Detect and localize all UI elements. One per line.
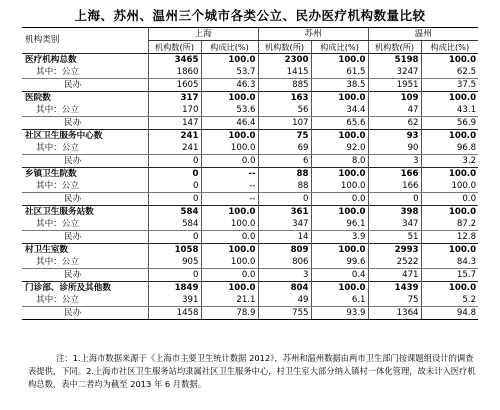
cell-percent: 100.0 [311, 168, 368, 181]
cell-count: 804 [258, 282, 311, 295]
cell-percent: 46.4 [201, 117, 258, 130]
cell-percent: 93.9 [311, 307, 368, 320]
cell-percent: 100.0 [201, 142, 258, 155]
cell-percent: 37.5 [421, 79, 478, 92]
cell-count: 3247 [368, 66, 421, 79]
table-row [22, 155, 478, 168]
cell-percent: 43.1 [421, 104, 478, 117]
cell-count: 166 [368, 180, 421, 193]
cell-count: 1605 [148, 79, 201, 92]
cell-percent: 100.0 [311, 282, 368, 295]
cell-percent: 53.7 [201, 66, 258, 79]
cell-percent: 100.0 [201, 218, 258, 231]
cell-percent: 100.0 [311, 180, 368, 193]
cell-count: 170 [148, 104, 201, 117]
cell-count: 0 [148, 180, 201, 193]
cell-count: 347 [258, 218, 311, 231]
cell-percent: 56.9 [421, 117, 478, 130]
row-label: 民办 [22, 307, 148, 320]
cell-percent: 3.9 [311, 231, 368, 244]
cell-count: 3465 [148, 54, 201, 67]
table-row [22, 180, 478, 193]
cell-percent: 100.0 [421, 180, 478, 193]
cell-percent: 61.5 [311, 66, 368, 79]
cell-percent: 53.6 [201, 104, 258, 117]
cell-percent: 15.7 [421, 269, 478, 282]
table-section-row [22, 282, 478, 295]
cell-count: 0 [148, 193, 201, 206]
table-section-row [22, 168, 478, 181]
cell-count: 1951 [368, 79, 421, 92]
cell-percent: 0.0 [311, 193, 368, 206]
cell-percent: 38.5 [311, 79, 368, 92]
cell-percent: 100.0 [201, 130, 258, 143]
cell-percent: 92.0 [311, 142, 368, 155]
cell-percent: 100.0 [421, 168, 478, 181]
table-row [22, 218, 478, 231]
cell-count: 0 [368, 193, 421, 206]
cell-count: 88 [258, 180, 311, 193]
cell-percent: 0.0 [201, 231, 258, 244]
row-label: 其中：公立 [22, 66, 148, 79]
cell-percent: 8.0 [311, 155, 368, 168]
cell-count: 241 [148, 130, 201, 143]
cell-count: 93 [368, 130, 421, 143]
row-label: 社区卫生服务中心数 [22, 130, 148, 143]
cell-percent: -- [201, 168, 258, 181]
cell-percent: 12.8 [421, 231, 478, 244]
cell-count: 1849 [148, 282, 201, 295]
row-label: 门诊部、诊所及其他数 [22, 282, 148, 295]
row-label: 民办 [64, 231, 82, 242]
cell-count: 90 [368, 142, 421, 155]
cell-count: 2300 [258, 54, 311, 67]
cell-count: 75 [368, 294, 421, 307]
cell-count: 0 [148, 231, 201, 244]
table-row [22, 269, 478, 282]
cell-count: 56 [258, 104, 311, 117]
cell-count: 885 [258, 79, 311, 92]
cell-count: 3 [258, 269, 311, 282]
cell-count: 809 [258, 244, 311, 257]
cell-count: 584 [148, 206, 201, 219]
cell-count: 47 [368, 104, 421, 117]
cell-count: 317 [148, 92, 201, 105]
row-label: 其中：公立 [22, 294, 148, 307]
row-label: 医院数 [22, 92, 148, 105]
cell-percent: 0.4 [311, 269, 368, 282]
cell-percent: 100.0 [311, 206, 368, 219]
cell-percent: 0.0 [201, 269, 258, 282]
cell-count: 163 [258, 92, 311, 105]
row-label: 民办 [64, 79, 82, 90]
header-city-wenzhou: 温州 [368, 28, 478, 41]
cell-count: 1860 [148, 66, 201, 79]
cell-percent: 100.0 [311, 54, 368, 67]
cell-count: 75 [258, 130, 311, 143]
table-row [22, 193, 478, 206]
cell-count: 0 [148, 155, 201, 168]
header-pct: 构成比(%) [421, 41, 478, 54]
cell-percent: 65.6 [311, 117, 368, 130]
cell-count: 347 [368, 218, 421, 231]
header-city-shanghai: 上海 [148, 28, 258, 41]
cell-percent: 100.0 [201, 256, 258, 269]
row-label: 民办 [64, 269, 82, 280]
table-row [22, 142, 478, 155]
cell-count: 0 [148, 269, 201, 282]
row-label: 其中：公立 [22, 218, 148, 231]
table-section-row [22, 130, 478, 143]
table-row [22, 294, 478, 307]
cell-percent: 62.5 [421, 66, 478, 79]
cell-count: 1364 [368, 307, 421, 320]
row-label: 民办 [64, 155, 82, 166]
cell-count: 62 [368, 117, 421, 130]
cell-count: 3 [368, 155, 421, 168]
table-row [22, 256, 478, 269]
cell-percent: 6.1 [311, 294, 368, 307]
row-label: 其中：公立 [22, 142, 148, 155]
table-row [22, 231, 478, 244]
cell-count: 49 [258, 294, 311, 307]
cell-percent: 94.8 [421, 307, 478, 320]
cell-percent: 100.0 [421, 130, 478, 143]
cell-count: 2993 [368, 244, 421, 257]
header-row-cities [22, 28, 478, 41]
header-city-suzhou: 苏州 [258, 28, 368, 41]
cell-percent: 34.4 [311, 104, 368, 117]
cell-count: 166 [368, 168, 421, 181]
cell-count: 2522 [368, 256, 421, 269]
cell-count: 14 [258, 231, 311, 244]
row-label: 民办 [64, 193, 82, 204]
cell-count: 361 [258, 206, 311, 219]
cell-count: 88 [258, 168, 311, 181]
cell-percent: 96.8 [421, 142, 478, 155]
cell-percent: 0.0 [421, 193, 478, 206]
cell-percent: 100.0 [421, 54, 478, 67]
cell-percent: 100.0 [421, 244, 478, 257]
cell-count: 109 [368, 92, 421, 105]
cell-count: 755 [258, 307, 311, 320]
cell-percent: 5.2 [421, 294, 478, 307]
cell-count: 1439 [368, 282, 421, 295]
cell-percent: 46.3 [201, 79, 258, 92]
table-section-row [22, 92, 478, 105]
cell-percent: 100.0 [311, 244, 368, 257]
cell-percent: 100.0 [421, 282, 478, 295]
cell-percent: 3.2 [421, 155, 478, 168]
header-count: 机构数(所) [148, 41, 201, 54]
table-section-row [22, 244, 478, 257]
cell-count: 584 [148, 218, 201, 231]
cell-count: 0 [148, 168, 201, 181]
cell-count: 107 [258, 117, 311, 130]
header-category: 机构类别 [22, 28, 148, 54]
cell-percent: 100.0 [421, 206, 478, 219]
table-row [22, 307, 478, 320]
cell-percent: 100.0 [311, 92, 368, 105]
cell-percent: 100.0 [421, 92, 478, 105]
row-label: 其中：公立 [22, 180, 148, 193]
table-title: 上海、苏州、温州三个城市各类公立、民办医疗机构数量比较 [74, 8, 426, 23]
row-label: 乡镇卫生院数 [22, 168, 148, 181]
cell-percent: 100.0 [201, 92, 258, 105]
table-section-row [22, 54, 478, 67]
cell-count: 905 [148, 256, 201, 269]
cell-percent: 21.1 [201, 294, 258, 307]
cell-count: 1458 [148, 307, 201, 320]
cell-percent: 100.0 [201, 282, 258, 295]
cell-count: 806 [258, 256, 311, 269]
cell-count: 1415 [258, 66, 311, 79]
cell-percent: 96.1 [311, 218, 368, 231]
cell-percent: 100.0 [201, 206, 258, 219]
row-label: 其中：公立 [22, 256, 148, 269]
cell-count: 471 [368, 269, 421, 282]
cell-percent: 78.9 [201, 307, 258, 320]
cell-count: 1058 [148, 244, 201, 257]
cell-count: 51 [368, 231, 421, 244]
table-row [22, 104, 478, 117]
row-label: 村卫生室数 [22, 244, 148, 257]
table-section-row [22, 206, 478, 219]
cell-percent: 100.0 [201, 54, 258, 67]
cell-count: 147 [148, 117, 201, 130]
table-row [22, 79, 478, 92]
header-pct: 构成比(%) [311, 41, 368, 54]
cell-count: 241 [148, 142, 201, 155]
cell-count: 0 [258, 193, 311, 206]
header-pct: 构成比(%) [201, 41, 258, 54]
cell-percent: 99.6 [311, 256, 368, 269]
cell-percent: 84.3 [421, 256, 478, 269]
cell-percent: -- [201, 193, 258, 206]
header-count: 机构数(所) [258, 41, 311, 54]
cell-percent: -- [201, 180, 258, 193]
table-row [22, 66, 478, 79]
footnote: 注：1.上海市数据来源于《上海市主要卫生统计数据 2012》，苏州和温州数据由两市卫生部门按课题组设计的调查表提供，下同。2.上海市社区卫生服务站均隶属社区卫生服务中心，村卫生室大部分纳入镇村一体化管理，故未计入医疗机构总数，表中二者均为截至 2013 年 6 月数据。 [28, 353, 476, 389]
cell-count: 391 [148, 294, 201, 307]
cell-percent: 100.0 [311, 130, 368, 143]
cell-percent: 0.0 [201, 155, 258, 168]
data-table [22, 27, 478, 320]
header-count: 机构数(所) [368, 41, 421, 54]
row-label: 民办 [64, 117, 82, 128]
cell-count: 398 [368, 206, 421, 219]
cell-percent: 87.2 [421, 218, 478, 231]
cell-count: 5198 [368, 54, 421, 67]
cell-percent: 100.0 [201, 244, 258, 257]
table-row [22, 117, 478, 130]
cell-count: 69 [258, 142, 311, 155]
row-label: 社区卫生服务站数 [22, 206, 148, 219]
row-label: 医疗机构总数 [22, 54, 148, 67]
cell-count: 6 [258, 155, 311, 168]
row-label: 其中：公立 [22, 104, 148, 117]
